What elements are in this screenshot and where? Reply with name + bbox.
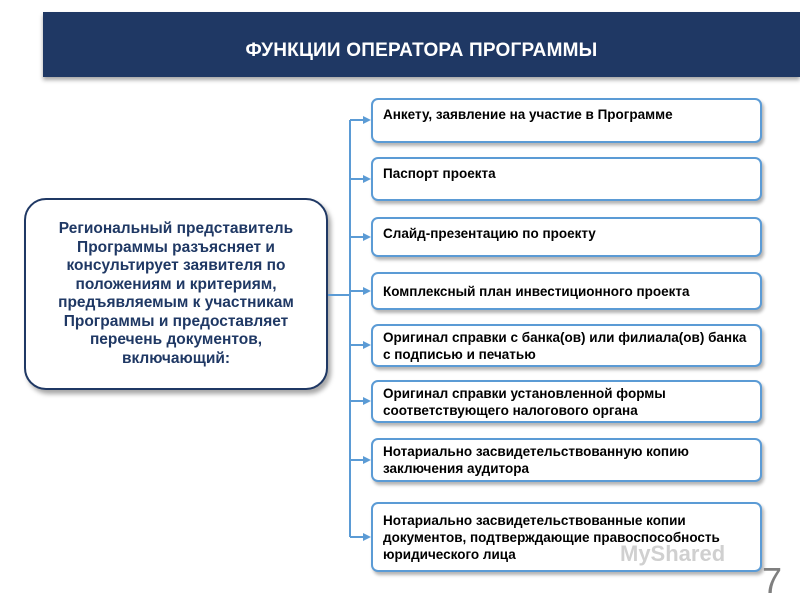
document-item-label: Оригинал справки установленной формы соответствующего налогового органа <box>383 386 666 418</box>
main-description-text: Региональный представитель Программы разъясняет и консультирует заявителя по положениям и критериям, предъявляемым к участникам Программы и предоставляет перечень документов, включающий: <box>58 220 294 367</box>
document-item-label: Анкету, заявление на участие в Программе <box>383 107 673 122</box>
document-item-label: Комплексный план инвестиционного проекта <box>383 284 690 299</box>
document-item-label: Паспорт проекта <box>383 166 496 181</box>
document-item-5 <box>371 324 762 367</box>
page-title: ФУНКЦИИ ОПЕРАТОРА ПРОГРАММЫ <box>245 40 598 61</box>
document-item-label: Оригинал справки с банка(ов) или филиала(ов) банка с подписью и печатью <box>383 330 747 362</box>
document-item-7 <box>371 438 762 482</box>
document-item-label: Нотариально засвидетельствованную копию заключения аудитора <box>383 444 689 476</box>
document-item-1 <box>371 98 762 143</box>
document-item-4 <box>371 272 762 310</box>
document-item-2 <box>371 157 762 201</box>
document-item-6 <box>371 380 762 423</box>
document-item-label: Слайд-презентацию по проекту <box>383 226 596 241</box>
slide-number: 7 <box>762 560 783 601</box>
document-item-label: Нотариально засвидетельствованные копии документов, подтверждающие правоспособность юридического лица <box>383 513 720 562</box>
document-item-3 <box>371 217 762 257</box>
watermark: MyShared <box>620 541 726 566</box>
